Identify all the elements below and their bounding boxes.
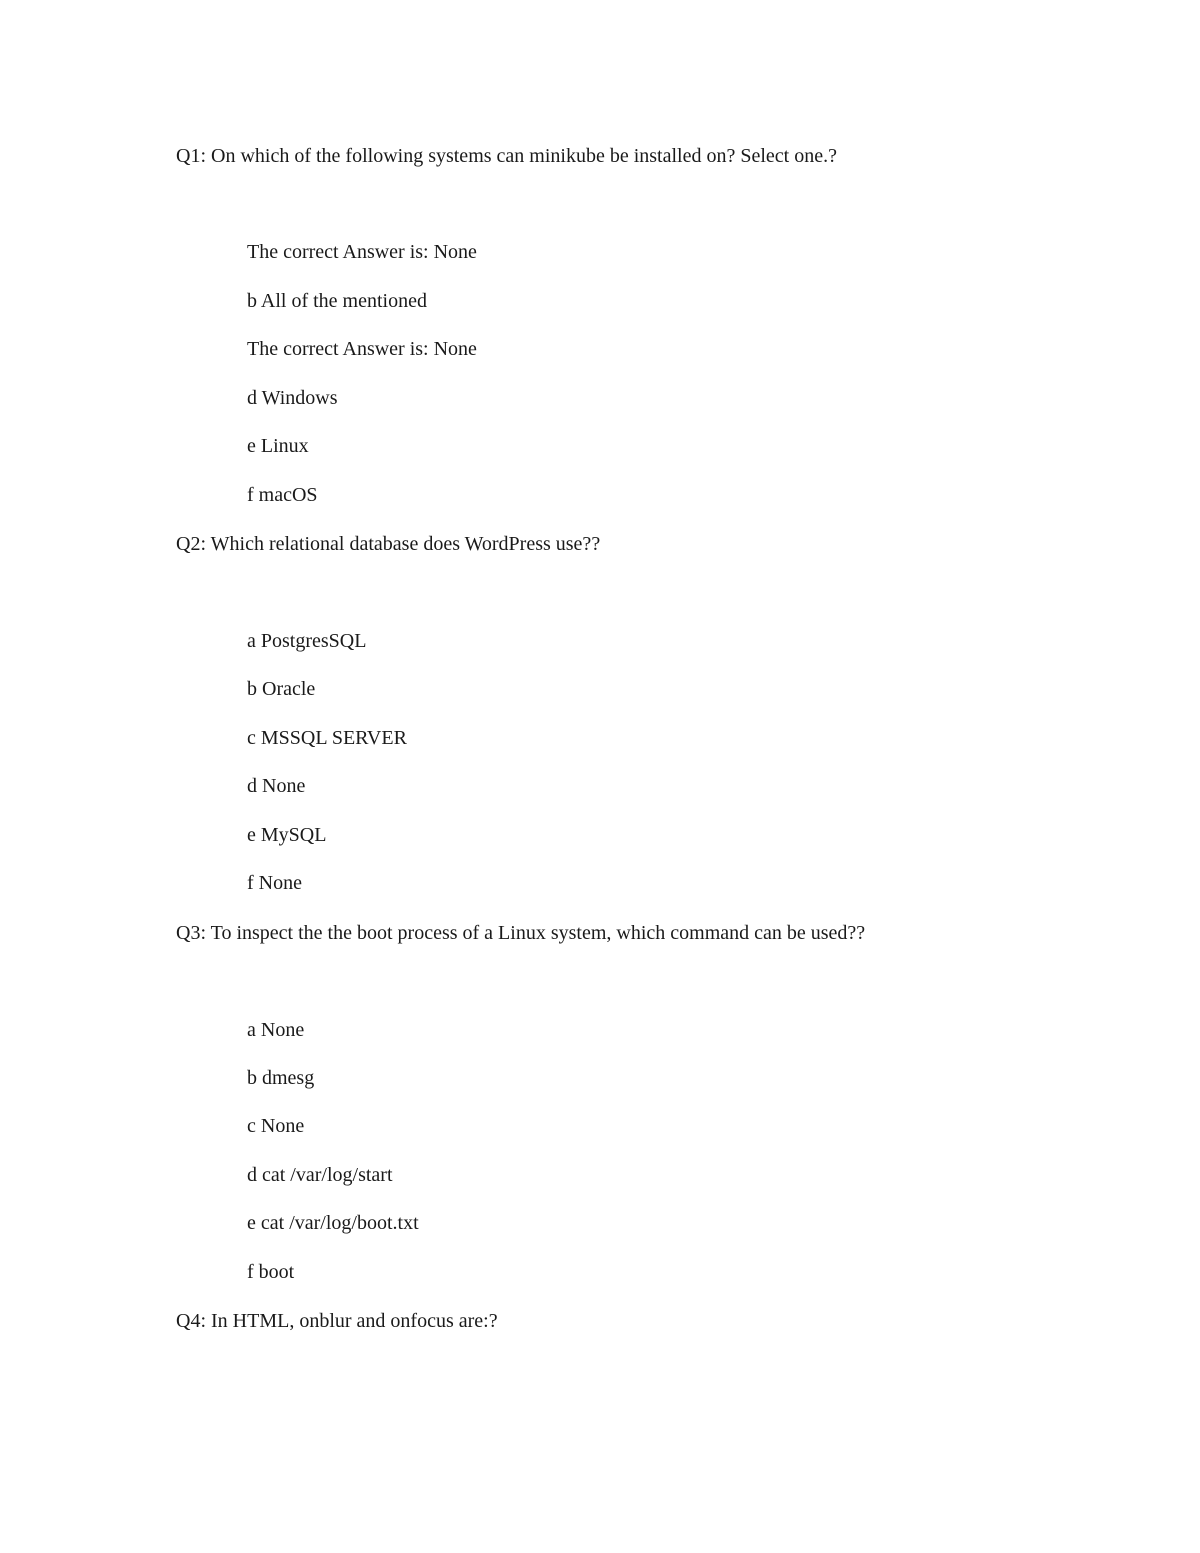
question-2-option-b: b Oracle xyxy=(247,678,316,700)
question-2-option-c: c MSSQL SERVER xyxy=(247,727,407,749)
question-1-option-c: The correct Answer is: None xyxy=(247,338,477,360)
question-2-prompt: Q2: Which relational database does WordPress use?? xyxy=(176,533,601,555)
question-3-option-f: f boot xyxy=(247,1261,295,1283)
question-2-option-e: e MySQL xyxy=(247,824,327,846)
question-3-option-b: b dmesg xyxy=(247,1067,315,1089)
question-1-option-a: The correct Answer is: None xyxy=(247,241,477,263)
question-4-prompt: Q4: In HTML, onblur and onfocus are:? xyxy=(176,1310,498,1332)
question-3-option-c: c None xyxy=(247,1115,305,1137)
question-1-option-b: b All of the mentioned xyxy=(247,290,427,312)
question-2-option-f: f None xyxy=(247,872,302,894)
question-1-option-e: e Linux xyxy=(247,435,309,457)
question-3-option-d: d cat /var/log/start xyxy=(247,1164,393,1186)
question-3-option-a: a None xyxy=(247,1019,305,1041)
question-2-option-a: a PostgresSQL xyxy=(247,630,367,652)
question-1-option-d: d Windows xyxy=(247,387,338,409)
question-3-prompt: Q3: To inspect the the boot process of a Linux system, which command can be used?? xyxy=(176,922,866,944)
question-2-option-d: d None xyxy=(247,775,306,797)
question-3-option-e: e cat /var/log/boot.txt xyxy=(247,1212,419,1234)
question-1-option-f: f macOS xyxy=(247,484,318,506)
question-1-prompt: Q1: On which of the following systems can minikube be installed on? Select one.? xyxy=(176,145,837,167)
